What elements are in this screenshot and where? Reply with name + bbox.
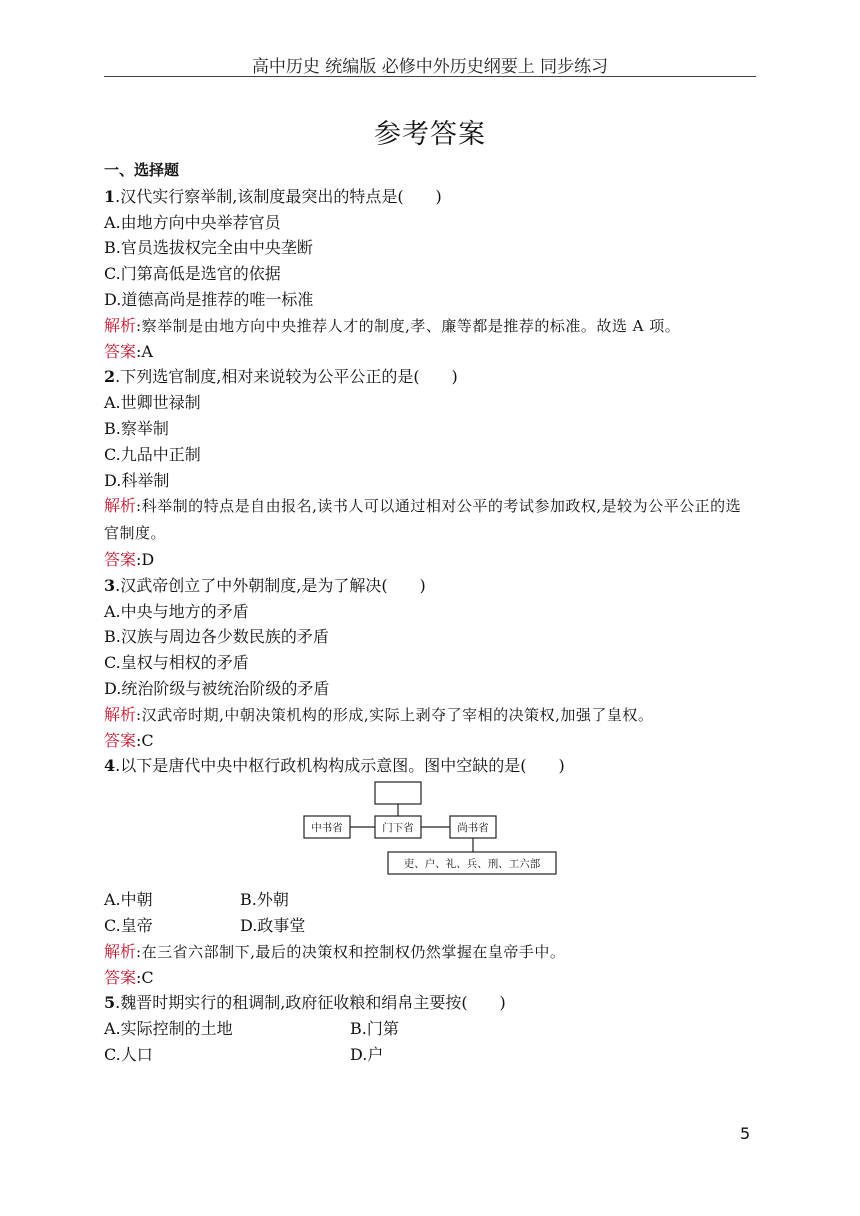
question-1-stem [104, 184, 756, 210]
option-row [104, 1016, 756, 1042]
answer-label: 答案 [104, 549, 137, 569]
analysis-label: 解析 [104, 704, 137, 724]
option: C.皇帝 [104, 915, 153, 935]
option: B.汉族与周边各少数民族的矛盾 [104, 627, 329, 647]
option: D.科举制 [104, 470, 170, 490]
option-row [104, 913, 756, 939]
page-title: 参考答案 [374, 119, 486, 150]
analysis-text: :汉武帝时期,中朝决策机构的形成,实际上剥夺了宰相的决策权,加强了皇权。 [136, 705, 654, 724]
org-diagram-svg [300, 779, 560, 883]
diagram-label: 尚书省 [457, 822, 489, 835]
option: A.中央与地方的矛盾 [104, 601, 249, 621]
analysis-label: 解析 [104, 941, 137, 961]
answer-text: :D [136, 549, 155, 569]
question-4-stem [104, 753, 756, 779]
question-text: .汉代实行察举制,该制度最突出的特点是( ) [115, 186, 442, 206]
question-5-stem [104, 990, 756, 1016]
question-text: .汉武帝创立了中外朝制度,是为了解决( ) [115, 575, 426, 595]
option: B.察举制 [104, 418, 169, 438]
answer-4 [104, 965, 756, 991]
option: D.统治阶级与被统治阶级的矛盾 [104, 678, 330, 698]
header-rule [104, 76, 756, 77]
question-text: .下列选官制度,相对来说较为公平公正的是( ) [115, 367, 458, 387]
option: D.政事堂 [240, 915, 306, 935]
option: A.实际控制的土地 [104, 1019, 233, 1039]
option: D.道德高尚是推荐的唯一标准 [104, 289, 314, 309]
analysis-1 [104, 313, 756, 339]
diagram-label: 门下省 [382, 822, 414, 835]
analysis-4 [104, 939, 756, 965]
option: C.人口 [104, 1044, 153, 1064]
page-number: 5 [740, 1124, 751, 1143]
blank-box [375, 782, 421, 804]
option-row [104, 1042, 756, 1068]
answer-label: 答案 [104, 730, 137, 750]
option: A.中朝 [104, 890, 153, 910]
question-text: .以下是唐代中央中枢行政机构构成示意图。图中空缺的是( ) [115, 756, 565, 776]
answer-1 [104, 339, 756, 365]
option: C.皇权与相权的矛盾 [104, 653, 249, 673]
answer-3 [104, 728, 756, 754]
question-number: 5 [104, 993, 116, 1013]
question-number: 1 [104, 186, 116, 206]
org-diagram [104, 779, 756, 887]
answer-text: :C [136, 730, 154, 750]
option: C.九品中正制 [104, 444, 201, 464]
analysis-text: :在三省六部制下,最后的决策权和控制权仍然掌握在皇帝手中。 [136, 942, 566, 961]
analysis-text: :科举制的特点是自由报名,读书人可以通过相对公平的考试参加政权,是较为公平公正的选官制度。 [104, 497, 742, 543]
diagram-label: 吏、户、礼、兵、刑、工六部 [403, 858, 541, 871]
question-number: 3 [104, 575, 116, 595]
diagram-label: 中书省 [311, 822, 343, 835]
analysis-label: 解析 [104, 315, 137, 335]
question-number: 4 [104, 756, 116, 776]
option: B.门第 [350, 1019, 399, 1039]
page-header: 高中历史 统编版 必修中外历史纲要上 同步练习 [251, 57, 609, 77]
option: A.由地方向中央举荐官员 [104, 212, 281, 232]
analysis-label: 解析 [104, 496, 137, 516]
option: D.户 [350, 1044, 384, 1064]
question-2-stem [104, 364, 756, 390]
question-text: .魏晋时期实行的租调制,政府征收粮和绢帛主要按( ) [115, 993, 506, 1013]
option: A.世卿世禄制 [104, 393, 201, 413]
option: C.门第高低是选官的依据 [104, 264, 281, 284]
answer-text: :C [136, 967, 154, 987]
answer-label: 答案 [104, 341, 137, 361]
answer-text: :A [136, 341, 153, 361]
question-number: 2 [104, 367, 116, 387]
option-row [104, 887, 756, 913]
analysis-text: :察举制是由地方向中央推荐人才的制度,孝、廉等都是推荐的标准。故选 A 项。 [136, 316, 681, 335]
section-heading: 一、选择题 [104, 161, 180, 179]
answer-2 [104, 547, 756, 573]
question-3-stem [104, 573, 756, 599]
answer-label: 答案 [104, 967, 137, 987]
option: B.外朝 [240, 890, 289, 910]
answer-content [104, 158, 756, 1068]
option: B.官员选拔权完全由中央垄断 [104, 238, 313, 258]
analysis-3 [104, 702, 756, 728]
analysis-2 [104, 493, 756, 547]
